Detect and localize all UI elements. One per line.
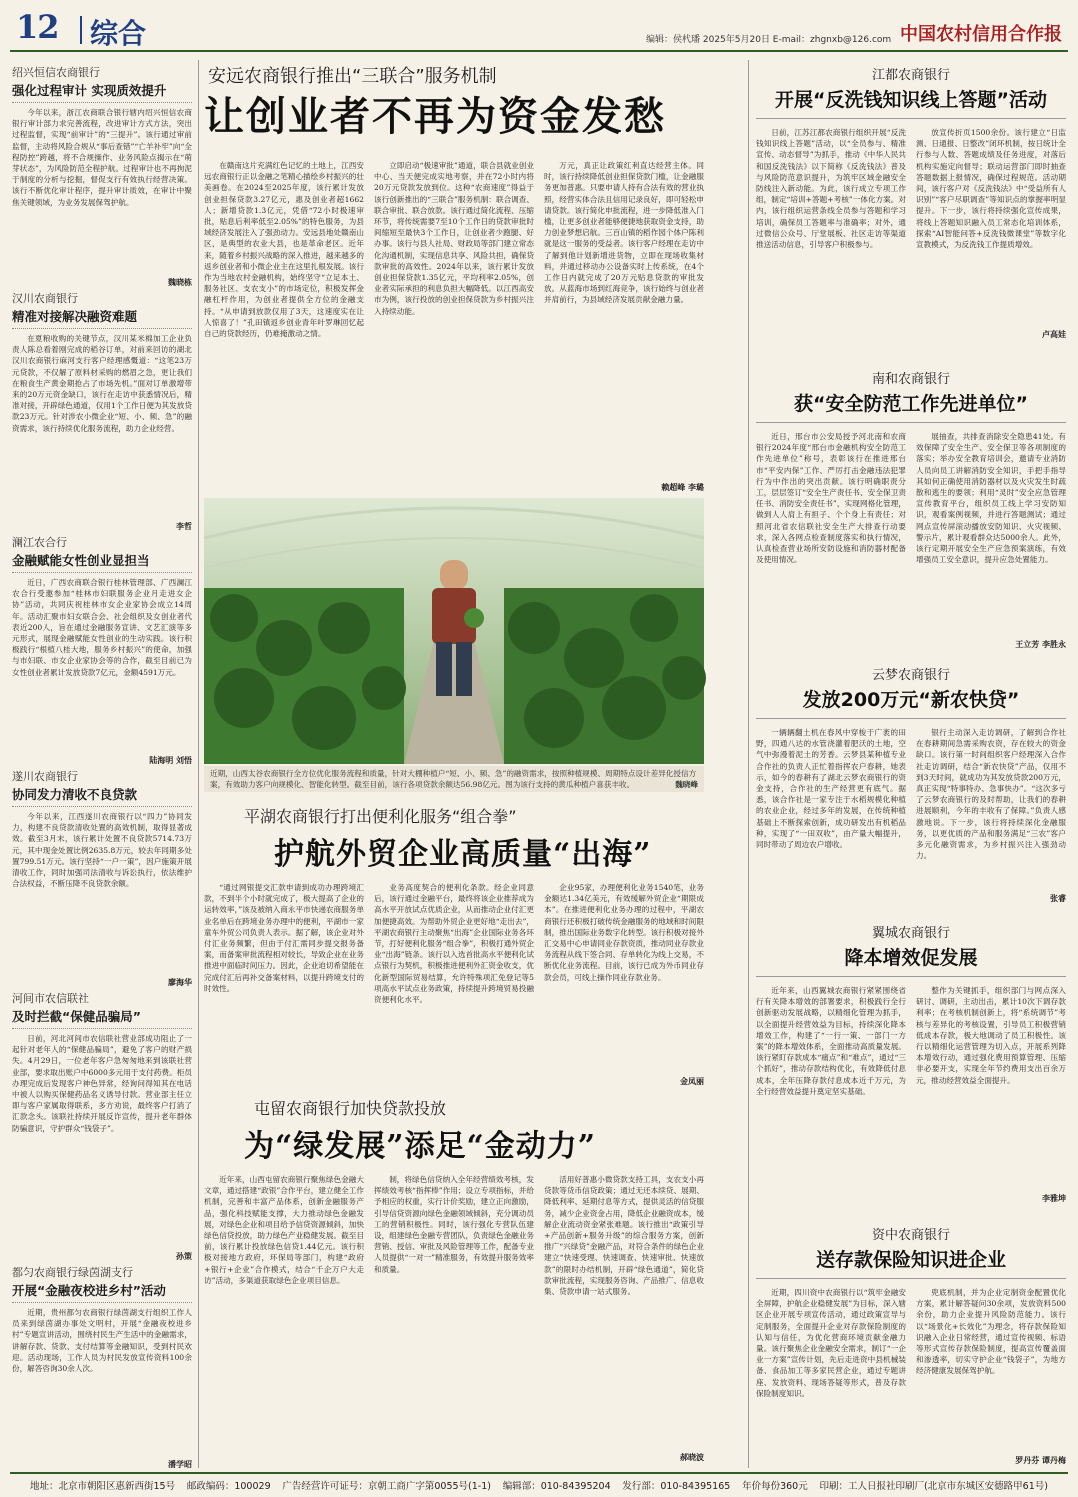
brief-item bbox=[12, 290, 192, 531]
article-column: 近年来，山西屯留农商银行聚焦绿色金融大文章，通过搭建“政银”合作平台，建立健全工作机制，完善和丰富产品体系，创新金融服务产品，强化科技赋能支撑，大力推动绿色金融发展，对绿色企业和项目给予信贷资源倾斜，加快绿色信贷投放，助力绿色产业稳健发展。截至目前，该行累计投放绿色信贷1.44亿元。该行积极对接地方政府，环保局等部门，构建“政府+银行+企业”合作模式，结合“千企万户大走访”活动，多渠道获取绿色企业项目信息。 bbox=[204, 1175, 364, 1285]
photo-caption-text: 近期，山西太谷农商银行全方位优化服务流程和质量，针对大棚种植户“短、小、频、急”的融资需求，按照种植规模、周期特点设计差异化授信方案，有效助力客户向规模化、智能化转型。截至目前，该行各项贷款余额达56.98亿元。图为该行支持的黄瓜种植户喜获丰收。 bbox=[210, 769, 697, 789]
footer-distribution-phone: 发行部：010-84395165 bbox=[622, 1480, 731, 1492]
brief-body: 在夏粮收购的关键节点，汉川某米棉加工企业负责人陈总看着刚完成的稻谷订单，对前来回访的湖北汉川农商银行麻河支行客户经理感慨道：“这笔23万元贷款，不仅解了原料材采购的燃眉之急，更让我们在粮食生产黄金期抢占了市场先机。”面对订单激增带来的20万元资金缺口，该行在走访中获悉情况后，精准对接，开辟绿色通道，仅用1个工作日便为其发放贷款23万元。针对涉农小微企业“短、小、频、急”的融资需求，该行持续优化服务流程，助力企业经营。 bbox=[12, 334, 192, 433]
brief-body: 今年以来，江西遂川农商银行以“四力”协同发力，构建不良贷款清收处置的高效机制，取得显著成效。截至3月末，该行累计处置不良贷款5714.73万元，其中现金处置比例2635.8万元，较去年同期多处置799.51万元。该行坚持“一户一策”，因户施策开展清收工作，同时加强司法清收与诉讼执行，依法维护合法权益，不断压降不良贷款余额。 bbox=[12, 812, 192, 889]
editor-line: 编辑：侯杙璠 2025年5月20日 E-mail：zhgnxb@126.com bbox=[646, 35, 892, 45]
right-article-org: 江都农商银行 bbox=[871, 68, 950, 83]
right-article-byline: 卢高娃 bbox=[1042, 330, 1066, 339]
right-article-column: 放宣传折页1500余份。该行建立“日监测、日通报、日整改”闭环机制，按日统计全行参与人数、答题成绩及任务进度，对落后机构实施定向督导；联动运营部门即时抽查答题数据上报情况，确保过程规范。活动期间，该行客户对《反洗钱法》中“受益所有人识别”“客户尽职调查”等知识点的掌握率明显提升。下一步，该行将持续强化宣传成果，将线上答题知识融入员工常态化培训体系，探索“AI智能问答+反洗钱微课堂”等数字化宣教模式，为反洗钱工作提质增效。 bbox=[916, 128, 1066, 250]
brief-item bbox=[12, 534, 192, 765]
right-article-title: 开展“反洗钱知识线上答题”活动 bbox=[756, 85, 1066, 119]
brief-byline: 李哲 bbox=[176, 522, 192, 531]
article-byline: 金凤丽 bbox=[680, 1077, 704, 1086]
right-article-title: 降本增效促发展 bbox=[756, 943, 1066, 977]
lead-column: 在赣南这片充满红色记忆的土地上，江西安远农商银行正以金融之笔精心描绘乡村振兴的壮美画卷。在2024至2025年度，该行累计发放创业担保贷款3.27亿元，惠及创业者超1662人；新增贷款1.3亿元，凭借“72小时极速审批，贴息后利率低至2.05%”的特色服务，为县域经济发展注入了强劲动力。安远县地处赣南山区，是典型的农业大县，也是革命老区。近年来，随着乡村振兴战略的深入推进，越来越多的返乡创业者和小微企业主在这里扎根发展。该行作为当地农村金融机构，始终坚守“立足本土、服务社区、支农支小”的市场定位，积极发挥金融杠杆作用，为创业者提供全方位的金融支持。“从申请到放款仅用了3天，这速度实在让人惊喜了！”孔田镇返乡创业青年叶罗琳回忆起自己的贷款经历，仍难掩激动之情。 bbox=[204, 161, 364, 339]
article-pinghu-body bbox=[204, 882, 704, 1074]
brief-byline: 廖海华 bbox=[168, 978, 192, 987]
brief-item bbox=[12, 1264, 192, 1469]
brief-title: 及时拦截“保健品骗局” bbox=[12, 1007, 192, 1029]
right-article-zizhong bbox=[756, 1224, 1066, 1468]
right-article-byline: 张睿 bbox=[1050, 894, 1066, 903]
right-article-column: 近年来，山西翼城农商银行紧紧围绕省行有关降本增效的部署要求，积极践行全行创新驱动发展战略，以精细化管理为抓手，以全面提升经营效益为目标，持续深化降本增效工作，构建了“一行一策、一部门一方案”的降本增效体系，全面推动高质量发展。该行紧盯存款成本“痛点”和“难点”，通过“三个抓好”，推动存款结构优化，有效降低付息成本，全年压降存款付息成本近千万元，为全行经营效益提升奠定坚实基础。 bbox=[756, 986, 906, 1096]
right-article-title: 送存款保险知识进企业 bbox=[756, 1245, 1066, 1279]
right-article-yicheng bbox=[756, 922, 1066, 1212]
right-article-byline: 王立芳 李胜永 bbox=[1015, 640, 1066, 649]
right-article-org: 翼城农商银行 bbox=[871, 926, 950, 941]
brief-org: 汉川农商银行 bbox=[12, 292, 78, 305]
brief-body: 今年以来，浙江农商联合银行辖内绍兴恒信农商银行审计部力求完善流程，改进审计方式方法，突出过程监督，实现“前审计”的“三提升”。该行通过审前监督，主动将风险合规从“事后查错”“亡羊补牢”向“全程防控”跨越，将不合规操作、业务风险点揭示在“萌芽状态”，为风险防范全程护航。过程审计也不再拘泥于制度的分析与挖掘，督促支行有效执行经营决策。该行不断优化审计程序，提升审计质效，在审计中聚焦关键领域，为业务发展保驾护航。 bbox=[12, 108, 192, 207]
footer-imprint bbox=[10, 1472, 1068, 1492]
right-article-column: 近日，邢台市公安局授予河北南和农商银行2024年度“邢台市金融机构安全防范工作先进单位”称号，表彰该行在推进邢台市“平安内保”工作、严厉打击金融违法犯罪行为中作出的突出贡献。该行明确职责分工，层层签订“安全生产责任书、安全保卫责任书、消防安全责任书”，实现网格化管理，做到人人肩上有担子、个个身上有责任；对照河北省农信联社安全生产大排查行动要求，深入各网点检查制度落实和执行情况，认真检查营业场所安防设施和消防器材配备及使用情况。 bbox=[756, 432, 906, 565]
brief-item bbox=[12, 768, 192, 987]
brief-org: 河间市农信联社 bbox=[12, 992, 89, 1005]
column-rule bbox=[198, 60, 199, 1468]
article-headline: 护航外贸企业高质量“出海” bbox=[274, 837, 652, 872]
right-article-column: 整作为关键抓手，组织部门与网点深入研讨、调研，主动出击，累计10次下调存款利率；在考核机制创新上，将“系统调节”考核与差异化的考核设置，引导员工积极营销低成本存款，极大地调动了员工积极性。该行以精细化运营管理为切入点，开展系列降本增效行动，通过强化费用预算管理、压缩非必要开支，实现全年节约费用支出百余万元，推动经营效益全面提升。 bbox=[916, 986, 1066, 1085]
footer-editorial-phone: 编辑部：010-84395204 bbox=[502, 1480, 611, 1492]
paper-name: 中国农村信用合作报 bbox=[900, 24, 1062, 45]
article-column: “通过网银提交汇款申请到成功办理跨境汇款，不到半个小时就完成了，极大提高了企业的运转效率，”该及被纳入商永平市快递农商服务单业名单后在跨境业务办理中的便利，平湖市一家童车外贸公司负责人表示。据了解，该企业对外付汇业务频繁，但由于付汇需同步提交报务备案，而备案审批流程相对较长，导致企业在业务推进中面临时间压力。因此，企业迫切希望能在完成付汇后再补交备案材料，以提升跨境支付的时效性。 bbox=[204, 883, 364, 993]
article-tunliu bbox=[204, 1096, 704, 1175]
brief-item bbox=[12, 990, 192, 1261]
brief-body: 近日，广西农商联合银行桂林管理部、广西澜江农合行受邀参加“桂林市妇联服务企业月走进女企协”活动，共同庆祝桂林市女企业家协会成立14周年。活动汇聚市妇女联合会、社会组织及女创业者代表近200人，旨在通过金融服务宣讲、文艺汇演等多元形式，展现金融赋能女性创业的生动实践。该行积极践行“根植八桂大地，服务乡村振兴”的使命，加强与市妇联、市女企业家协会等的合作，截至目前已为女性创业者累计发放贷款7亿元，金额4591万元。 bbox=[12, 578, 192, 677]
brief-title: 精准对接解决融资难题 bbox=[12, 307, 192, 329]
right-article-column: 展抽查，共排查消除安全隐患41处。有效保障了安全生产、安全保卫等各项制度的落实；举办安全教育培训会，邀请专业消防人员向员工讲解消防安全知识，手把手指导其如何正确使用消防器材以及火灾发生时疏散和逃生的要领；利用“灵时”安全应急管理宣传教育平台，组织员工线上学习安防知识，观看案例视频，并进行答题测试；通过网点宣传屏滚动播放安防知识、火灾视频、警示片，累计观看群众达5000余人。此外，该行定期开展安全生产应急预案演练，有效增强员工安全意识，提升应急处置能力。 bbox=[916, 432, 1066, 565]
right-article-title: 发放200万元“新农快贷” bbox=[756, 685, 1066, 719]
article-kicker: 平湖农商银行打出便利化服务“组合拳” bbox=[244, 807, 517, 826]
right-article-yunmeng bbox=[756, 664, 1066, 910]
lead-byline: 赖超峰 李璐 bbox=[661, 483, 704, 492]
footer-printer: 印刷：工人日报社印刷厂(北京市东城区安德路甲61号) bbox=[819, 1480, 1048, 1492]
lead-column: 万元，真正让政策红利直达经营主体。同时，该行持续降低创业担保贷款门槛，让金融服务更加普惠。只要申请人持有合法有效的营业执照，经营实体合法且信用记录良好，即可轻松申请贷款。该行简化申批流程，进一步降低准入门槛，让更多创业者能够便捷地获取资金支持，助力创业梦想启航。三百山镇的稻作园个体户陈利就是这一服务的受益者。该行客户经理在走访中了解到他计划新增进货物，立即在现场收集材料，并通过移动办公设备实时上传系统，在4个工作日内就完成了20万元贴息贷款的审批发放。从蓝海市场到红海竞争，该行始终与创业者并肩前行，为县域经济发展贡献金融力量。 bbox=[544, 161, 704, 305]
right-article-body bbox=[756, 1287, 1066, 1453]
photo-illustration bbox=[204, 498, 704, 764]
brief-title: 金融赋能女性创业显担当 bbox=[12, 551, 192, 573]
footer-postcode: 邮政编码：100029 bbox=[186, 1480, 271, 1492]
article-column: 业务高度契合的便利化条款。经企业同意后，该行通过金融平台，最终将该企业推荐成为高水平开放试点优质企业，从而推动企业付汇更加便捷高效。为帮助外贸企业更好地“走出去”，平湖农商银行主动聚焦“出海”企业国际业务各环节，打好便利化服务“组合拳”，积极打通外贸企业“出海”链条。该行以入选首批高水平便利化试点银行为契机，积极推进便利外汇资金收支，优化新型国际贸易结算，允许特殊项汇免登记等5项高水平试点业务政策，持续提升跨境贸易投融资便利化水平。 bbox=[374, 883, 534, 1005]
brief-byline: 魏晓栋 bbox=[168, 278, 192, 287]
lead-headline: 让创业者不再为资金发愁 bbox=[204, 93, 666, 140]
brief-body: 近期，贵州都匀农商银行绿茵湖支行组织工作人员来到绿茵湖办事处文明村，开展“金融夜校进乡村”专题宣讲活动，围绕村民生产生活中的金融需求，讲解存款、贷款、支付结算等金融知识，受到村民欢迎。活动现场，工作人员为村民发放宣传资料100余份，解答咨询30余人次。 bbox=[12, 1308, 192, 1374]
photo-byline: 魏晓峰 bbox=[675, 780, 698, 789]
right-article-byline: 罗丹芬 谭丹梅 bbox=[1015, 1456, 1066, 1465]
masthead bbox=[10, 6, 1068, 52]
brief-title: 强化过程审计 实现质效提升 bbox=[12, 81, 192, 103]
left-briefs-column bbox=[12, 60, 192, 1468]
right-article-org: 南和农商银行 bbox=[871, 372, 950, 387]
greenhouse-photo bbox=[204, 498, 704, 764]
lead-column: 立即启动“极速审批”通道，联合县就业创业中心、当天便完成实地考察，并在72小时内将20万元贷款发放到位。这种“农商速度”得益于该行创新推出的“三联合”服务机制：联合调查、联合审批、联合放款。该行通过简化流程、压缩环节，将传统需要7至10个工作日的贷款审批时间缩短至最快3个工作日，让创业者少跑腿、好办事。该行与县人社局、财政局等部门建立常态化沟通机制，实现信息共享、风险共担，确保贷款审批的高效性。2024年以来，该行累计发放创业担保贷款1.35亿元，平均利率2.05%，创业者实际承担的利息负担大幅降低。以江西高安市为例，该行投放的创业担保贷款为乡村振兴注入持续动能。 bbox=[374, 161, 534, 316]
right-article-column: 一辆辆翻土机在春风中穿梭于广袤的田野，四通八达的水管浇灌着肥沃的土地，空气中弥漫着泥土的芳香。云梦县某种植专业合作社的负责人正忙着指挥农户春耕，她表示，如今的春耕有了湖北云梦农商银行的资金支持，合作社的生产经营更有底气。据悉，该合作社是一家专注于水稻规模化种植的农业企业，经过多年的发展，在传统种植基础上不断探索创新，成功研发出有机稻品种，实现了“一田双收”，由产量大幅提升，同时带动了周边农户增收。 bbox=[756, 728, 906, 850]
right-article-jiangdu bbox=[756, 64, 1066, 354]
right-article-column: 银行主动深入走访调研，了解到合作社在春耕期间急需采购农资，存在较大的资金缺口。该行第一时间组织客户经理深入合作社走访调研，结合“新农快贷”产品，仅用不到3天时间，就成功为其发放贷款200万元，真正实现“特事特办、急事快办”。“这次多亏了云梦农商银行的及时帮助，让我们的春耕进展顺利，今年的丰收有了保障。”负责人感激地说。下一步，该行将持续深化金融服务，以更优质的产品和服务满足“三农”客户多元化融资需求，为乡村振兴注入强劲动力。 bbox=[916, 728, 1066, 861]
footer-price: 年价每份360元 bbox=[742, 1480, 808, 1492]
brief-title: 开展“金融夜校进乡村”活动 bbox=[12, 1281, 192, 1303]
footer-address: 地址：北京市朝阳区惠新西街15号 bbox=[30, 1480, 176, 1492]
article-byline: 郝晓波 bbox=[680, 1453, 704, 1462]
brief-org: 绍兴恒信农商银行 bbox=[12, 66, 100, 79]
article-column: 制，将绿色信贷纳入全年经营绩效考核，发挥绩效考核“指挥棒”作用；设立专项指标，并给予相应的权重，实行计价奖励，建立正向激励，引导信贷资源向绿色金融领域倾斜，充分调动员工的营销积极性。同时，该行强化专营队伍建设，组建绿色金融专营团队，负责绿色金融业务营销、授信、审批及风险管理等工作，配备专业人员提供“一对一”精准服务，有效提升服务效率和质量。 bbox=[374, 1175, 534, 1274]
right-article-column: 兜底机制，并为企业定制资金配置优化方案，累计解答疑问30余项，发放资料500余份，助力企业提升风险防范能力。该行以“场景化+长效化”为理念，将存款保险知识融入企业日常经营，通过宣传视频、标语等形式宣传存款保险制度，提高宣传覆盖面和渗透率，切实守护企业“钱袋子”，为地方经济健康发展保驾护航。 bbox=[916, 1288, 1066, 1376]
right-article-column: 日前，江苏江都农商银行组织开展“反洗钱知识线上答题”活动，以“全员参与、精准宣传、动态督导”为抓手，推动《中华人民共和国反洗钱法》以下简称《反洗钱法》普及与风险防范意识提升，为筑牢区域金融安全防线注入新动能。为此，该行成立专项工作组，制定“培训+答题+考核”一体化方案。对内，该行组织运营条线全员参与答题和学习培训，确保员工答题率与准确率；对外，通过微信公众号、厅堂展板、社区走访等渠道推送活动信息，引导客户积极参与。 bbox=[756, 128, 906, 250]
article-kicker: 屯留农商银行加快贷款投放 bbox=[254, 1099, 447, 1118]
right-article-byline: 李雅坤 bbox=[1042, 1194, 1066, 1203]
right-article-org: 云梦农商银行 bbox=[871, 668, 950, 683]
lead-article-header bbox=[204, 62, 704, 142]
right-article-title: 获“安全防范工作先进单位” bbox=[756, 389, 1066, 423]
brief-body: 日前，河北河间市农信联社营业部成功阻止了一起针对老年人的“保健品骗局”，避免了客户的财产损失。4月29日，一位老年客户急匆匆地来到该联社营业部，要求取出账户中6000多元用于支付药费。柜员办理完成后发现客户神色异常，经询问得知其在电话中被人以购买保健药品名义诱导付款。营业部主任立即与客户家属取得联系，多方劝说，最终客户打消了汇款念头。该联社持续开展反诈宣传，提升老年群体防骗意识，守护群众“钱袋子”。 bbox=[12, 1034, 192, 1133]
right-article-body bbox=[756, 431, 1066, 637]
right-article-org: 资中农商银行 bbox=[871, 1228, 950, 1243]
page-number: 12 bbox=[16, 8, 59, 46]
brief-byline: 陆海明 刘悟 bbox=[149, 756, 192, 765]
right-article-body bbox=[756, 727, 1066, 891]
brief-byline: 潘学昭 bbox=[168, 1460, 192, 1469]
right-article-body bbox=[756, 985, 1066, 1191]
section-name: 综合 bbox=[90, 17, 147, 50]
lead-article-body bbox=[204, 160, 704, 478]
column-rule bbox=[748, 60, 749, 1468]
right-article-column: 近期，四川资中农商银行以“筑牢金融安全屏障，护航企业稳健发展”为目标，深入辖区企业开展专项宣传活动，通过政策宣导与定制服务，全面提升企业对存款保险制度的认知与信任，为优化营商环境贡献金融力量。该行聚焦企业金融安全需求，制订“一企业一方案”宣传计划，先后走进资中县机械装备、食品加工等多家民营企业，通过专题讲座、发放资料、现场答疑等形式，普及存款保险制度知识。 bbox=[756, 1288, 906, 1398]
brief-org: 遂川农商银行 bbox=[12, 770, 78, 783]
brief-byline: 孙策 bbox=[176, 1252, 192, 1261]
masthead-divider bbox=[80, 16, 82, 44]
brief-org: 澜江农合行 bbox=[12, 536, 67, 549]
photo-caption bbox=[204, 766, 704, 792]
lead-kicker: 安远农商银行推出“三联合”服务机制 bbox=[208, 66, 497, 87]
right-article-nanhe bbox=[756, 368, 1066, 658]
footer-ad-license: 广告经营许可证号：京朝工商广字第0055号(1-1) bbox=[282, 1480, 491, 1492]
brief-title: 协同发力清收不良贷款 bbox=[12, 785, 192, 807]
article-column: 企业95家，办理便利化业务1540笔，业务金额达1.34亿美元，有效缓解外贸企业“期限成本”。在推进便利化业务办理的过程中，平湖农商银行还积极打破传统金融服务的地域和时间限制，推出国际业务数字化转型。该行积极对接外汇交易中心申请同业存款资质，推动同业存款业务流程从线下签合同、存单转化为线上交易，不断优化业务流程。目前，该行已成为外币同业存款会员，可线上操作同业存款业务。 bbox=[544, 883, 704, 982]
article-headline: 为“绿发展”添足“金动力” bbox=[244, 1129, 597, 1164]
article-column: 活用好普惠小微贷款支持工具，支农支小再贷款等货币信贷政策；通过无还本续贷、展期、降低利率、延期付息等方式，提供灵活的信贷服务，减少企业资金占用，降低企业融资成本，缓解企业流动资金紧张难题。该行推出“政策引导+产品创新+服务升级”的综合服务方案，创新推广“兴绿贷”金融产品，对符合条件的绿色企业建立“快速受理、快速调查、快速审批、快速放款”的限时办结机制，开辟“绿色通道”，简化贷款审批流程，实现服务咨询、产品推广、信息收集、贷款申请一站式服务。 bbox=[544, 1175, 704, 1297]
brief-item bbox=[12, 64, 192, 287]
brief-org: 都匀农商银行绿茵湖支行 bbox=[12, 1266, 133, 1279]
article-pinghu bbox=[204, 804, 704, 883]
article-tunliu-body bbox=[204, 1174, 704, 1444]
right-article-body bbox=[756, 127, 1066, 327]
